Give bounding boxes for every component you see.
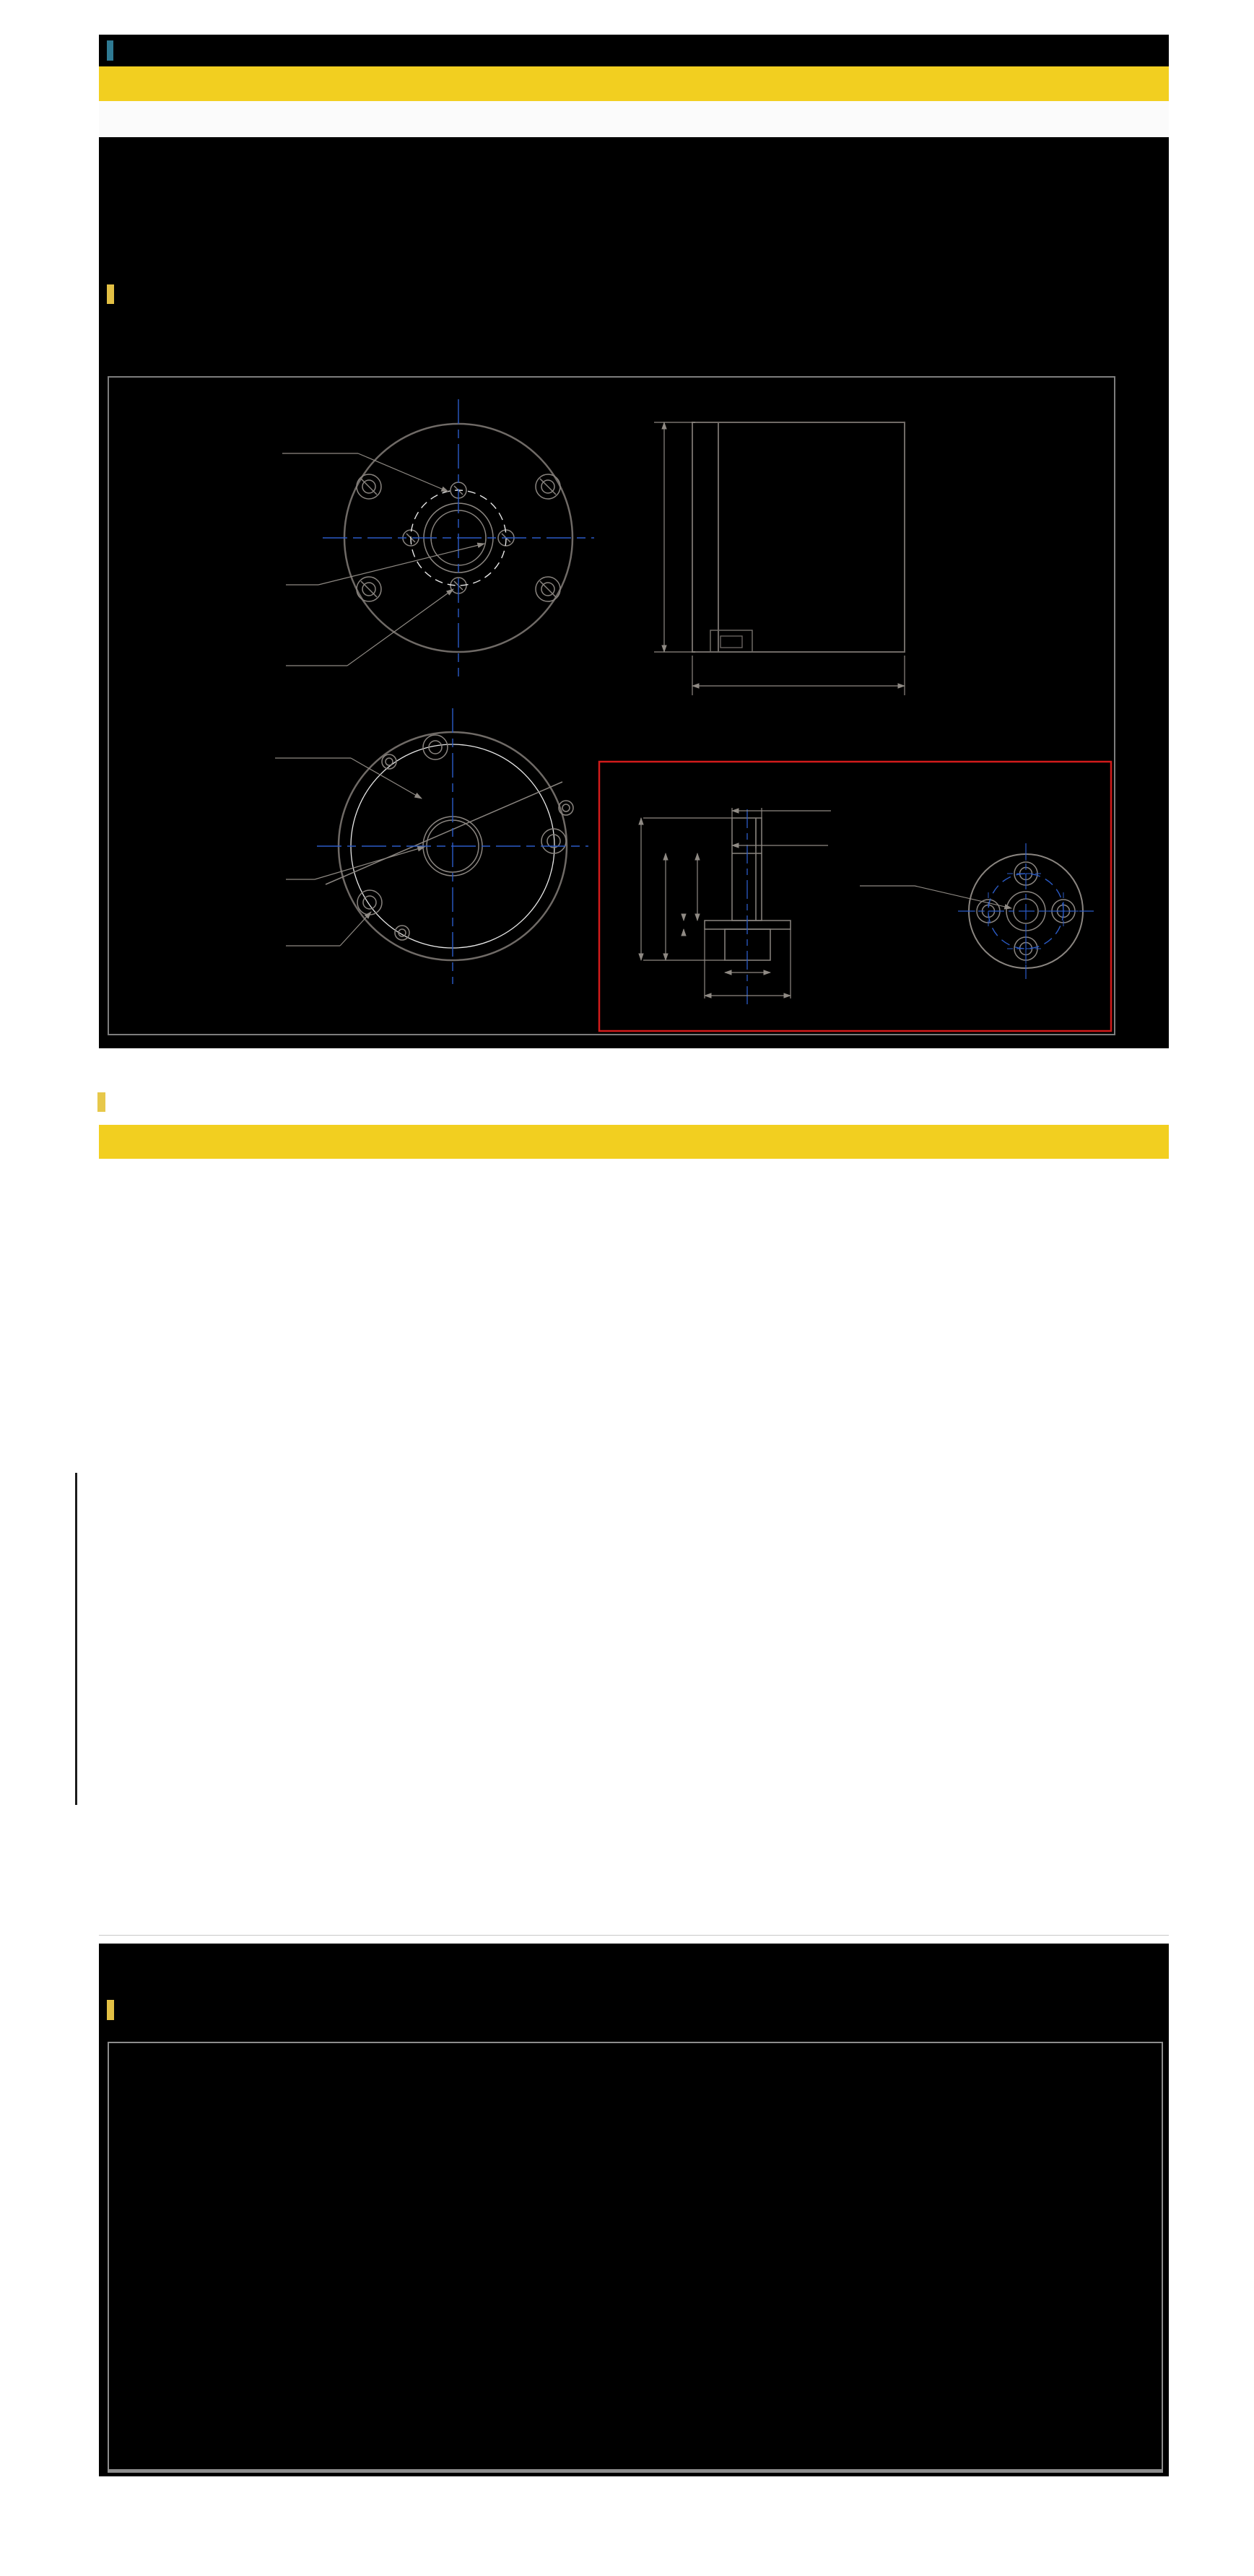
parameters-table (99, 1125, 1169, 1936)
parameters-table-header (99, 1125, 1169, 1159)
rear-flange-features (326, 735, 573, 940)
motor-curve-plot (352, 2081, 608, 2297)
summary-table (231, 2323, 723, 2447)
single-encoder-band (99, 35, 1169, 66)
dimension-lines (275, 422, 1011, 998)
front-centerlines (323, 399, 594, 676)
optional-accessories-box (599, 762, 1111, 1031)
curve-section (99, 1944, 1169, 2476)
model-table-row (99, 101, 1169, 137)
heading-bar (107, 2000, 114, 2020)
installation-drawing (109, 378, 1113, 1032)
vertical-rule (75, 1473, 77, 1805)
rear-centerlines (317, 708, 588, 984)
drawing-box (108, 376, 1115, 1035)
accessory-face-centerlines (958, 843, 1094, 979)
side-view-body (692, 422, 905, 652)
chart-box (108, 2042, 1163, 2473)
heading-bar (107, 284, 114, 304)
heading-bar (97, 1092, 105, 1112)
accent-bar (107, 40, 113, 61)
model-table-header (99, 66, 1169, 101)
installation-section (99, 137, 1169, 1048)
